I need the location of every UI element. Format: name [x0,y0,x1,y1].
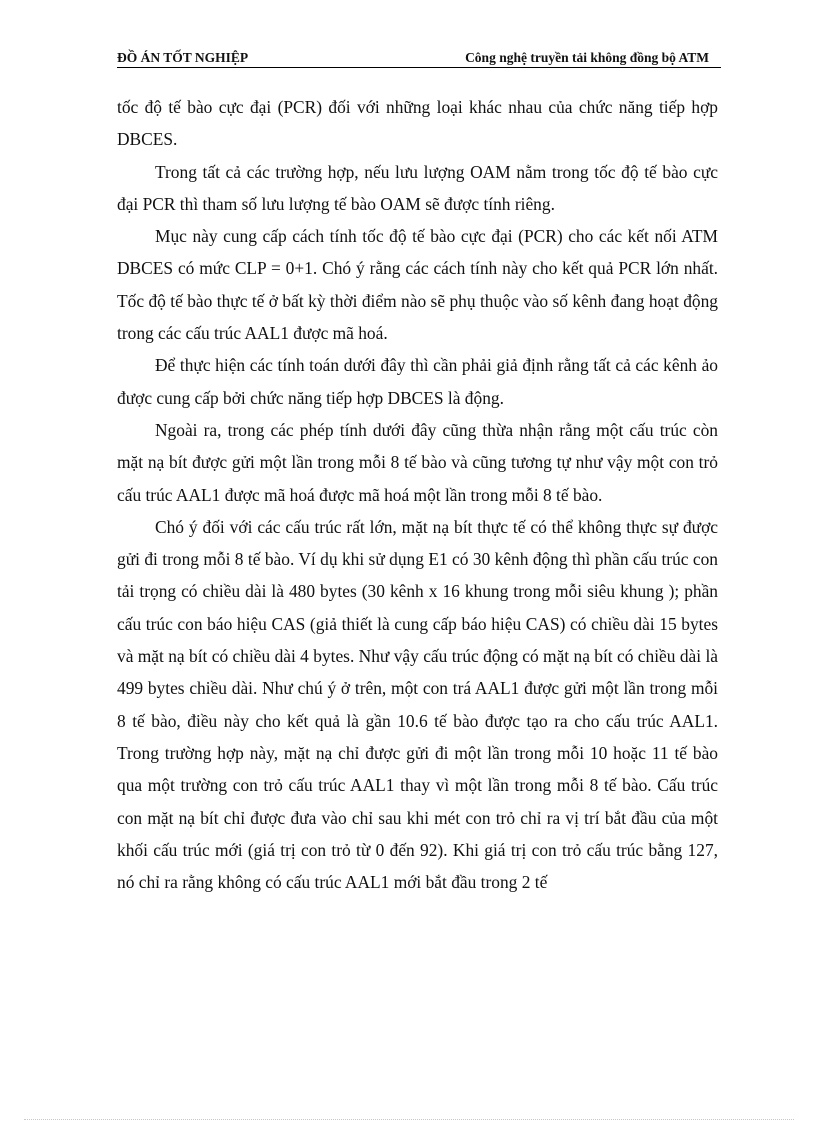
header-left-title: ĐỒ ÁN TỐT NGHIỆP [117,50,249,65]
paragraph: Ngoài ra, trong các phép tính dưới đây cũng thừa nhận rằng một cấu trúc còn mặt nạ bít được gửi một lần trong mỗi 8 tế bào và cũng tương tự như vậy một con trỏ cấu trúc AAL1 được mã hoá được mã hoá một lần trong mỗi 8 tế bào. [117,419,718,505]
paragraph: tốc độ tế bào cực đại (PCR) đối với những loại khác nhau của chức năng tiếp hợp DBCES. [117,97,718,150]
paragraph: Trong tất cả các trường hợp, nếu lưu lượng OAM nằm trong tốc độ tế bào cực đại PCR thì tham số lưu lượng tế bào OAM sẽ được tính riêng. [117,161,718,214]
header-right-title: Công nghệ truyền tải không đồng bộ ATM [465,50,709,65]
page-bottom-divider [24,1119,794,1120]
paragraph: Chó ý đối với các cấu trúc rất lớn, mặt nạ bít thực tế có thể không thực sự được gửi đi trong mỗi 8 tế bào. Ví dụ khi sử dụng E1 có 30 kênh động thì phần cấu trúc con tải trọng có chiều dài là 480 bytes (30 kênh x 16 khung trong mỗi siêu khung ); phần cấu trúc con báo hiệu CAS (giả thiết là cung cấp báo hiệu CAS) có chiều dài 15 bytes và mặt nạ bít có chiều dài 4 bytes. Như vậy cấu trúc động có mặt nạ bít có chiều dài là 499 bytes chiều dài. Như chú ý ở trên, một con trá AAL1 được gửi một lần trong mỗi 8 tế bào, điều này cho kết quả là gần 10.6 tế bào được tạo ra cho cấu trúc AAL1. Trong trường hợp này, mặt nạ chỉ được gửi đi một lần trong mỗi 10 hoặc 11 tế bào qua một trường con trỏ cấu trúc AAL1 thay vì một lần trong mỗi 8 tế bào. Cấu trúc con mặt nạ bít chỉ được đưa vào chỉ sau khi mét con trỏ chỉ ra vị trí bắt đầu của một khối cấu trúc mới (giá trị con trỏ từ 0 đến 92). Khi giá trị con trỏ cấu trúc bằng 127, nó chỉ ra rằng không có cấu trúc AAL1 mới bắt đầu trong 2 tế [117,516,718,893]
paragraph: Mục này cung cấp cách tính tốc độ tế bào cực đại (PCR) cho các kết nối ATM DBCES có mức CLP = 0+1. Chó ý rằng các cách tính này cho kết quả PCR lớn nhất. Tốc độ tế bào thực tế ở bất kỳ thời điểm nào sẽ phụ thuộc vào số kênh đang hoạt động trong các cấu trúc AAL1 được mã hoá. [117,226,718,344]
document-body [117,91,718,898]
page-header [117,48,721,68]
paragraph: Để thực hiện các tính toán dưới đây thì cần phải giả định rằng tất cả các kênh ảo được cung cấp bởi chức năng tiếp hợp DBCES là động. [117,355,718,408]
